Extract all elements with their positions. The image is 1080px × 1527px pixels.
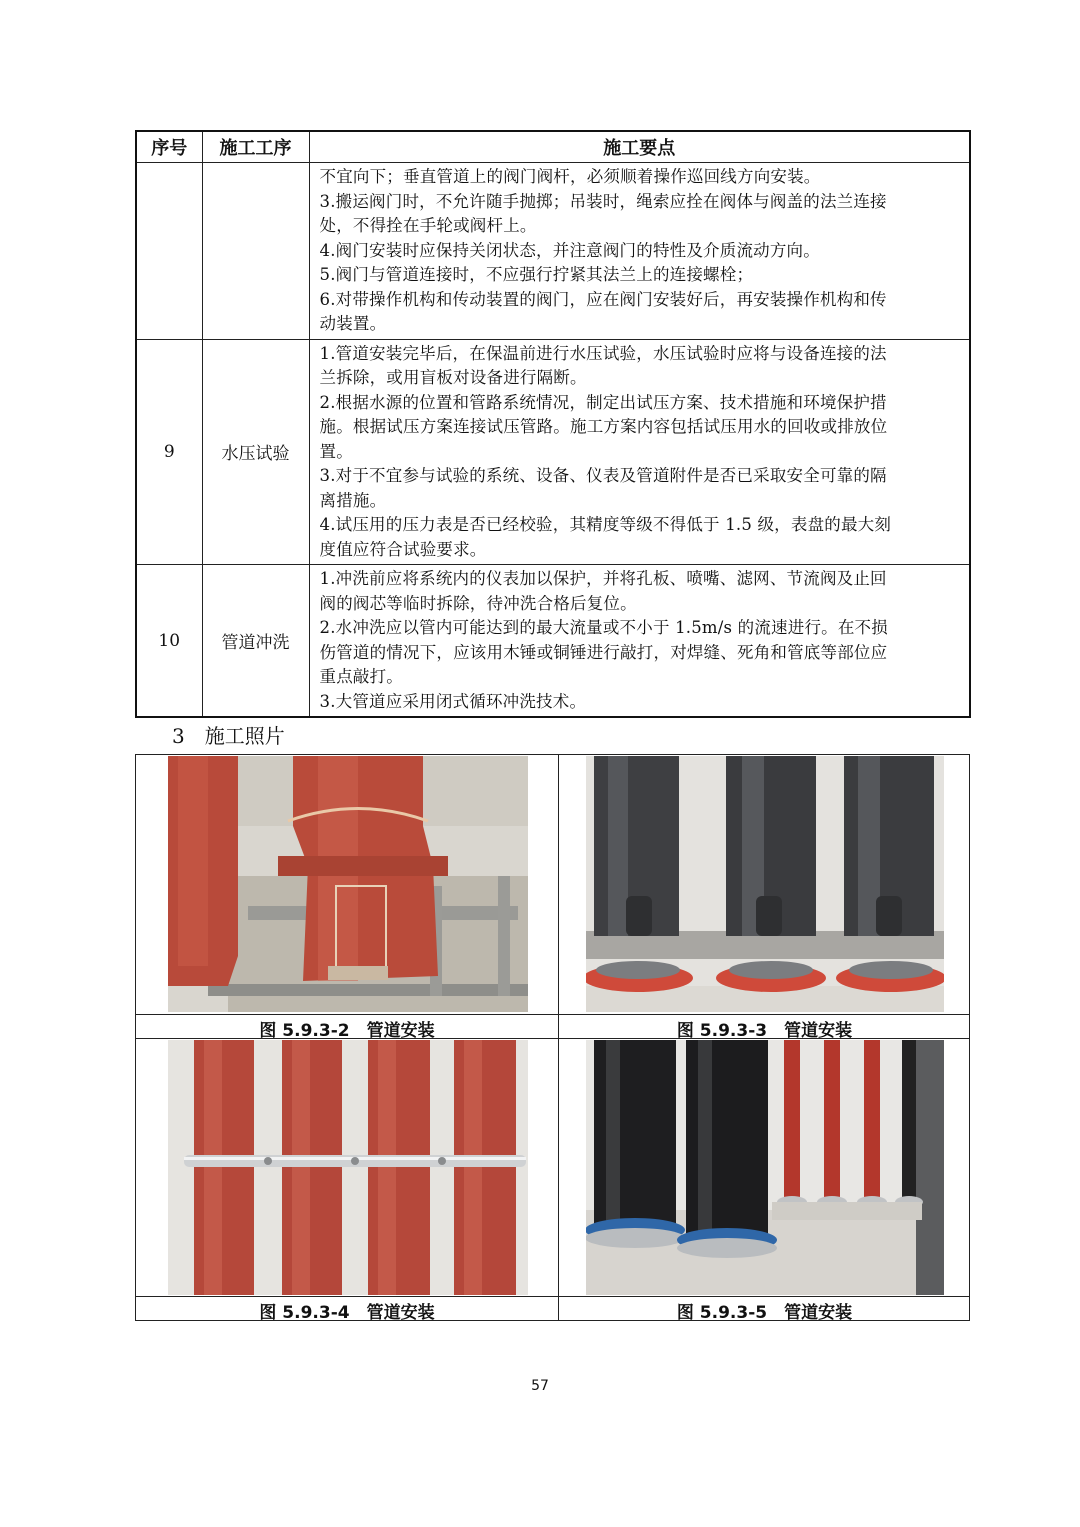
text-line: 度值应符合试验要求。 [319,539,487,559]
photo-caption: 图 5.9.3-4 管道安装 [259,1303,435,1323]
table-header-row [136,131,970,163]
table-row [136,565,970,718]
row-seq [136,163,202,340]
row-seq: 10 [136,565,202,718]
photo-caption: 图 5.9.3-2 管道安装 [259,1021,435,1041]
text-line: 5.阀门与管道连接时，不应强行拧紧其法兰上的连接螺栓； [319,265,754,284]
text-line: 动装置。 [319,314,387,333]
text-line: 伤管道的情况下，应该用木锤或铜锤进行敲打，对焊缝、死角和管底等部位应 [319,642,888,662]
header-key-points: 施工要点 [309,131,970,163]
row-key-points [309,339,970,565]
text-line: 1.冲洗前应将系统内的仪表加以保护，并将孔板、喷嘴、滤网、节流阀及止回 [319,569,887,588]
row-key-points [309,163,970,340]
row-process: 水压试验 [202,339,309,565]
photo-pipes-with-clamp [168,1040,528,1295]
section-title: 施工照片 [204,724,285,748]
photo-grid [135,754,970,1321]
grid-divider [136,1014,969,1015]
photo-caption: 图 5.9.3-5 管道安装 [676,1303,853,1323]
section-heading [172,720,285,749]
text-line: 2.根据水源的位置和管路系统情况，制定出试压方案、技术措施和环境保护措 [319,392,887,412]
construction-process-table [135,130,971,718]
photo-pipe-support-frame [168,756,528,1012]
page-number: 57 [531,1378,549,1394]
photo-insulated-pipes [586,756,944,1012]
text-line: 兰拆除，或用盲板对设备进行隔断。 [319,368,587,387]
header-seq: 序号 [136,131,202,163]
text-line: 6.对带操作机构和传动装置的阀门，应在阀门安装好后，再安装操作机构和传 [319,289,887,309]
text-line: 不宜向下；垂直管道上的阀门阀杆，必须顺着操作巡回线方向安装。 [319,167,821,186]
text-line: 2.水冲洗应以管内可能达到的最大流量或不小于 1.5m/s 的流速进行。在不损 [319,618,888,637]
table-row [136,339,970,565]
text-line: 处，不得拴在手轮或阀杆上。 [319,216,537,235]
row-key-points [309,565,970,718]
text-line: 3.搬运阀门时，不允许随手抛掷；吊装时，绳索应拴在阀体与阀盖的法兰连接 [319,191,887,211]
text-line: 4.试压用的压力表是否已经校验，其精度等级不得低于 1.5 级，表盘的最大刻 [319,515,892,534]
text-line: 3.大管道应采用闭式循环冲洗技术。 [319,691,587,711]
text-line: 离措施。 [319,490,387,510]
header-process: 施工工序 [202,131,309,163]
text-line: 1.管道安装完毕后，在保温前进行水压试验，水压试验时应将与设备连接的法 [319,343,887,363]
photo-caption: 图 5.9.3-3 管道安装 [676,1021,853,1041]
grid-divider [136,1296,969,1297]
row-process: 管道冲洗 [202,565,309,718]
section-number: 3 [172,724,185,748]
row-process [202,163,309,340]
text-line: 3.对于不宜参与试验的系统、设备、仪表及管道附件是否已采取安全可靠的隔 [319,466,887,485]
photo-pipes-floor-collars [586,1040,944,1295]
text-line: 置。 [319,441,353,461]
text-line: 阀的阀芯等临时拆除，待冲洗合格后复位。 [319,593,637,613]
row-seq: 9 [136,339,202,565]
text-line: 重点敲打。 [319,667,403,686]
text-line: 4.阀门安装时应保持关闭状态，并注意阀门的特性及介质流动方向。 [319,240,820,260]
text-line: 施。根据试压方案连接试压管路。施工方案内容包括试压用水的回收或排放位 [319,417,888,436]
table-row [136,163,970,340]
